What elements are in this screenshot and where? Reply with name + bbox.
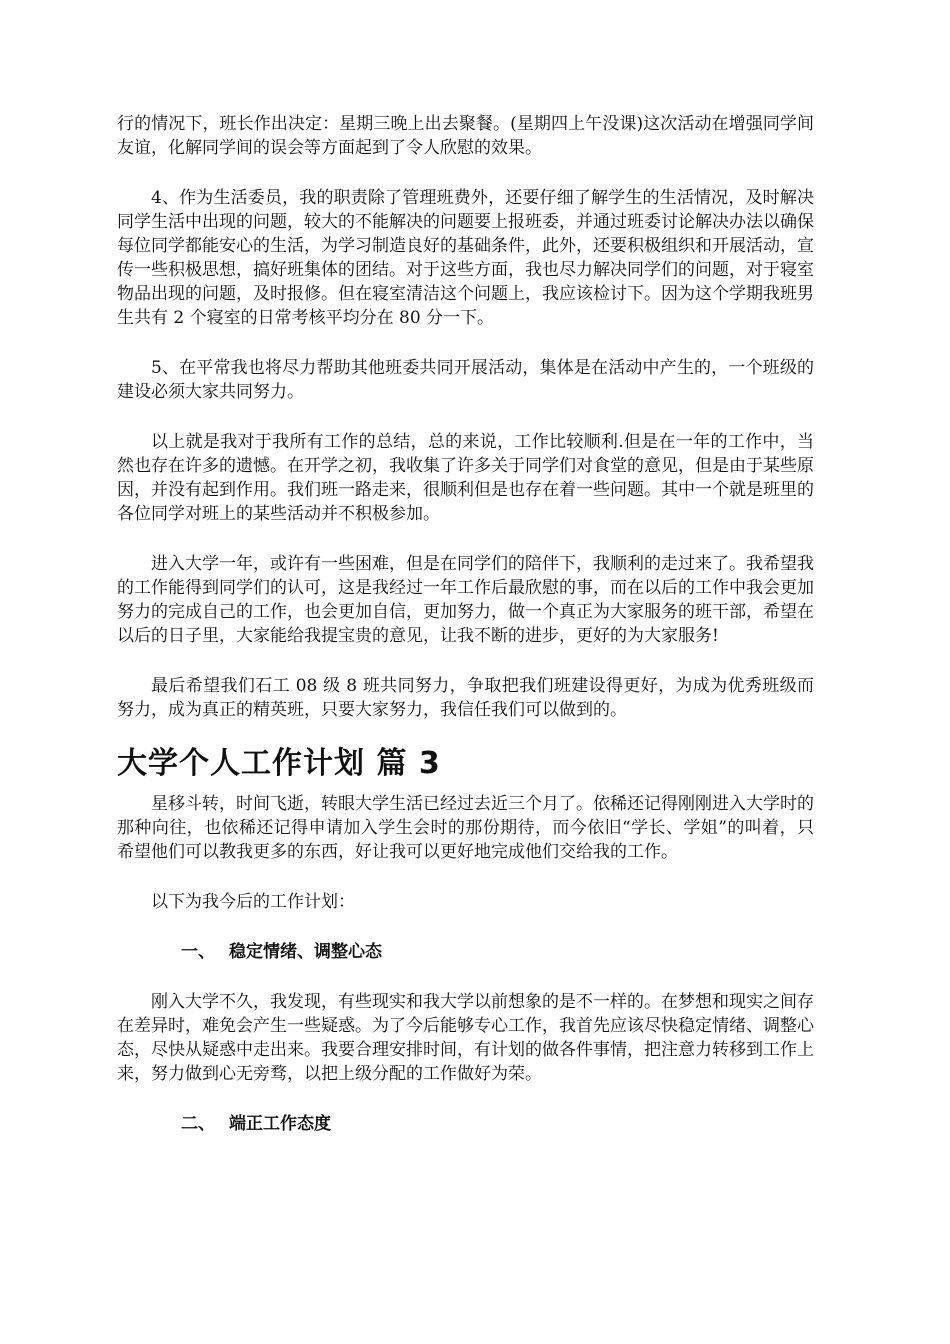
paragraph-item-5: 5、在平常我也将尽力帮助其他班委共同开展活动，集体是在活动中产生的，一个班级的建设必须大家共同努力。 <box>117 358 814 402</box>
paragraph-item-4: 4、作为生活委员，我的职责除了管理班费外，还要仔细了解学生的生活情况，及时解决同学生活中出现的问题，较大的不能解决的问题要上报班委，并通过班委讨论解决办法以确保每位同学都能安心的生活，为学习制造良好的基础条件，此外，还要积极组织和开展活动，宣传一些积极思想，搞好班集体的团结。对于这些方面，我也尽力解决同学们的问题，对于寝室物品出现的问题，及时报修。但在寝室清洁这个问题上，我应该检讨下。因为这个学期我班男生共有 2 个寝室的日常考核平均分在 80 分一下。 <box>117 188 814 328</box>
paragraph-plan-lead: 以下为我今后的工作计划： <box>151 892 355 912</box>
paragraph-summary: 以上就是我对于我所有工作的总结，总的来说，工作比较顺利.但是在一年的工作中，当然也存在许多的遗憾。在开学之初，我收集了许多关于同学们对食堂的意见，但是由于某些原因，并没有起到作用。我们班一路走来，很顺利但是也存在着一些问题。其中一个就是班里的各位同学对班上的某些活动并不积极参加。 <box>117 432 814 524</box>
subheading-1-number: 一、 <box>181 942 215 962</box>
section-title: 大学个人工作计划 篇 3 <box>117 746 441 781</box>
subheading-2 <box>117 1112 814 1136</box>
subheading-2-text: 端正工作态度 <box>229 1114 331 1134</box>
subheading-1-text: 稳定情绪、调整心态 <box>229 942 382 962</box>
subheading-2-number: 二、 <box>181 1114 215 1134</box>
subheading-1 <box>117 940 814 964</box>
paragraph-subheading-1: 刚入大学不久，我发现，有些现实和我大学以前想象的是不一样的。在梦想和现实之间存在差异时，难免会产生一些疑惑。为了今后能够专心工作，我首先应该尽快稳定情绪、调整心态，尽快从疑惑中走出来。我要合理安排时间，有计划的做各件事情，把注意力转移到工作上来，努力做到心无旁骛，以把上级分配的工作做好为荣。 <box>117 992 814 1084</box>
paragraph-intro: 星移斗转，时间飞逝，转眼大学生活已经过去近三个月了。依稀还记得刚刚进入大学时的那种向往，也依稀还记得申请加入学生会时的那份期待，而今依旧“学长、学姐”的叫着，只希望他们可以教我更多的东西，好让我可以更好地完成他们交给我的工作。 <box>117 794 814 862</box>
paragraph-closing: 最后希望我们石工 08 级 8 班共同努力，争取把我们班建设得更好，为成为优秀班级而努力，成为真正的精英班，只要大家努力，我信任我们可以做到的。 <box>117 676 814 720</box>
paragraph-reflection: 进入大学一年，或许有一些困难，但是在同学们的陪伴下，我顺利的走过来了。我希望我的工作能得到同学们的认可，这是我经过一年工作后最欣慰的事，而在以后的工作中我会更加努力的完成自己的工作，也会更加自信，更加努力，做一个真正为大家服务的班干部，希望在以后的日子里，大家能给我提宝贵的意见，让我不断的进步，更好的为大家服务! <box>117 554 814 646</box>
paragraph-continuation: 行的情况下，班长作出决定：星期三晚上出去聚餐。(星期四上午没课)这次活动在增强同学间友谊，化解同学间的误会等方面起到了令人欣慰的效果。 <box>117 114 814 158</box>
document-page <box>117 112 814 1136</box>
